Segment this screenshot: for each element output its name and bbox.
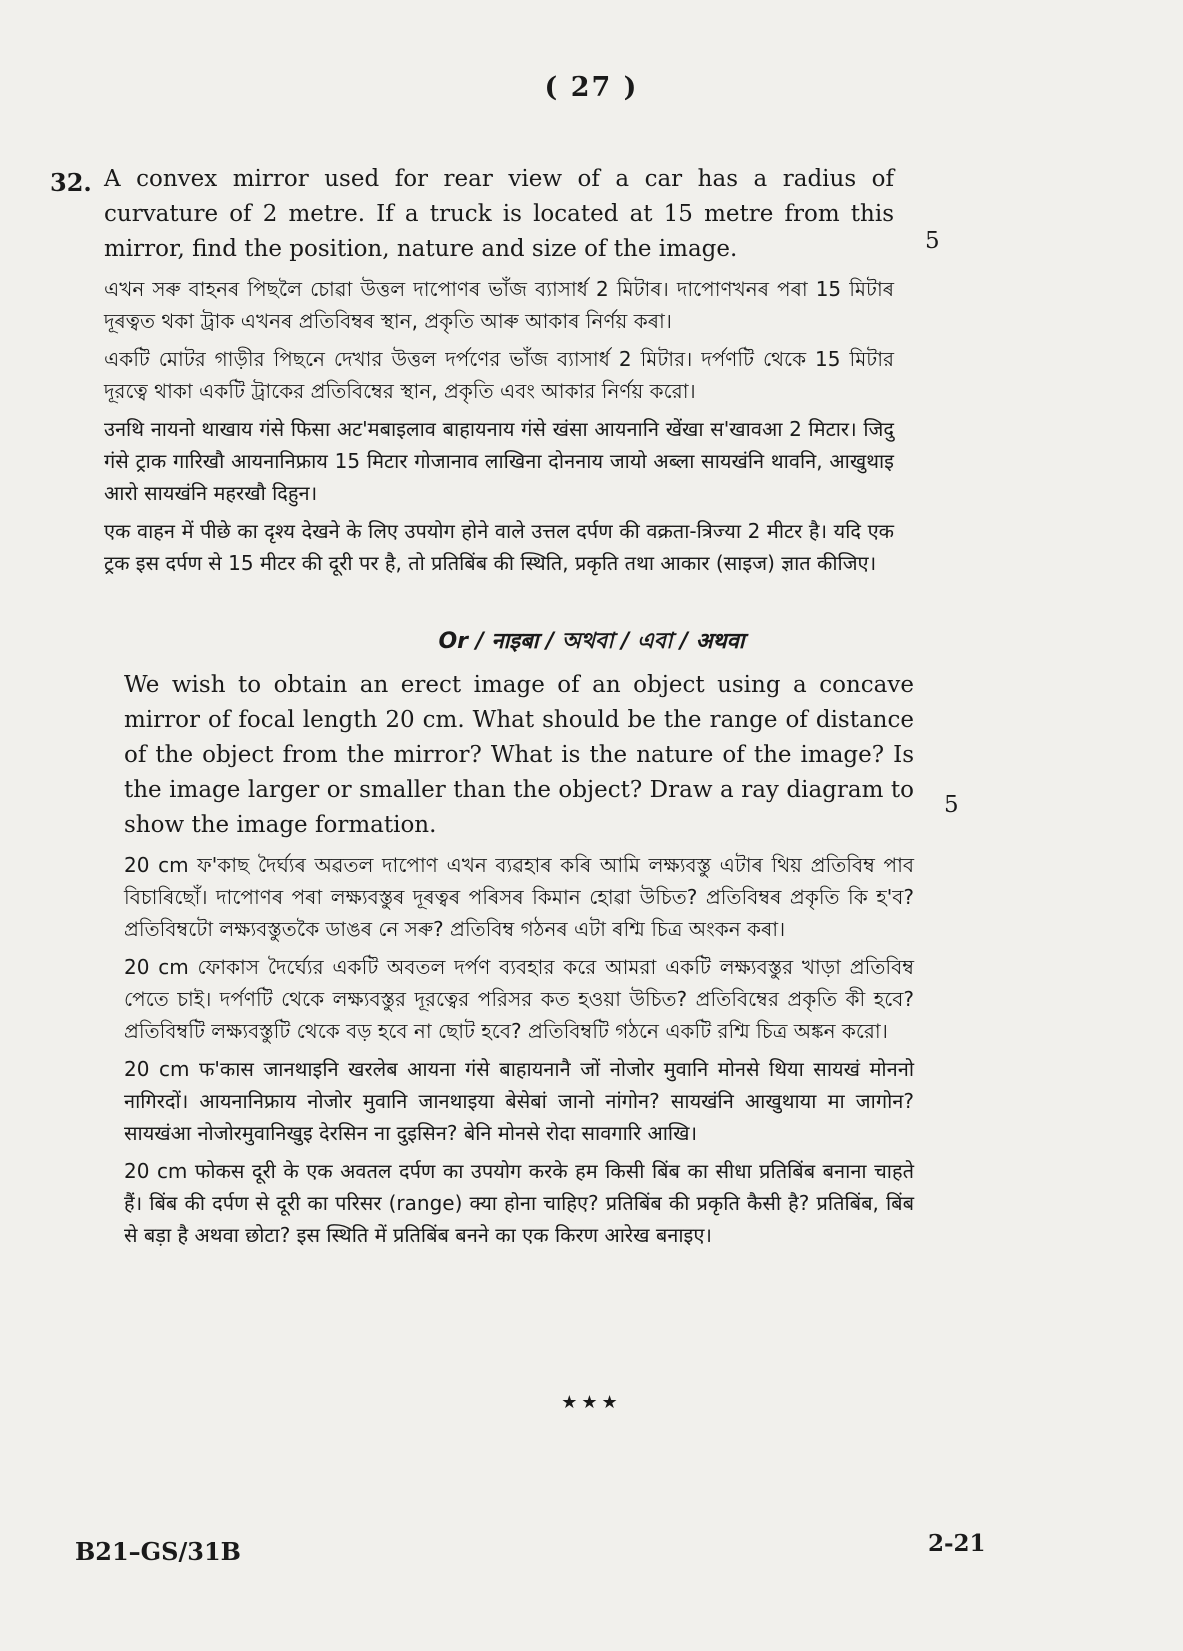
alternative-question (124, 668, 914, 1251)
alternative-hindi: 20 cm फोकस दूरी के एक अवतल दर्पण का उपयोग करके हम किसी बिंब का सीधा प्रतिबिंब बनाना चाहते हैं। बिंब की दर्पण से दूरी का परिसर (range) क्या होना चाहिए? प्रतिबिंब की प्रकृति कैसी है? प्रतिबिंब, बिंब से बड़ा है अथवा छोटा? इस स्थिति में प्रतिबिंब बनने का एक किरण आरेख बनाइए। (124, 1159, 914, 1247)
or-separator: Or / नाइबा / অথবা / এবা / अथवा (438, 629, 745, 654)
question-assamese: এখন সৰু বাহনৰ পিছলৈ চোৱা উত্তল দাপোণৰ ভাঁজ ব্যাসাৰ্ধ 2 মিটাৰ। দাপোণখনৰ পৰা 15 মিটাৰ দূৰত্বত থকা ট্ৰাক এখনৰ প্ৰতিবিম্বৰ স্থান, প্ৰকৃতি আৰু আকাৰ নিৰ্ণয় কৰা। (104, 277, 894, 333)
page-number: ( 27 ) (544, 72, 639, 103)
question-marks: 5 (925, 228, 940, 254)
question-bodo: उनथि नायनो थाखाय गंसे फिसा अट'मबाइलाव बाहायनाय गंसे खंसा आयनानि खेंखा स'खावआ 2 मिटार। जिदु गंसे ट्राक गारिखौ आयनानिफ्राय 15 मिटार गोजानाव लाखिना दोननाय जायो अब्ला सायखंनि थावनि, आखुथाइ आरो सायखंनि महरखौ दिहुन। (104, 417, 894, 505)
question-number: 32. (50, 168, 92, 197)
question-bengali: একটি মোটর গাড়ীর পিছনে দেখার উত্তল দর্পণের ভাঁজ ব্যাসার্ধ 2 মিটার। দর্পণটি থেকে 15 মিটার দূরত্বে থাকা একটি ট্রাকের প্রতিবিম্বের স্থান, প্রকৃতি এবং আকার নির্ণয় করো। (104, 347, 894, 403)
alternative-english: We wish to obtain an erect image of an object using a concave mirror of focal length 20 cm. What should be the range of distance of the object from the mirror? What is the nature of the image? Is the image larger or smaller than the object? Draw a ray diagram to show the image formation. (124, 672, 914, 838)
alternative-marks: 5 (944, 792, 959, 818)
alternative-bengali: 20 cm ফোকাস দৈর্ঘ্যের একটি অবতল দর্পণ ব্যবহার করে আমরা একটি লক্ষ্যবস্তুর খাড়া প্রতিবিম্ব পেতে চাই। দর্পণটি থেকে লক্ষ্যবস্তুর দূরত্বের পরিসর কত হওয়া উচিত? প্রতিবিম্বের প্রকৃতি কী হবে? প্রতিবিম্বটি লক্ষ্যবস্তুটি থেকে বড় হবে না ছোট হবে? প্রতিবিম্বটি গঠনে একটি রশ্মি চিত্র অঙ্কন করো। (124, 955, 914, 1043)
alternative-bodo: 20 cm फ'कास जानथाइनि खरलेब आयना गंसे बाहायनानै जों नोजोर मुवानि मोनसे थिया सायखं मोननो नागिरदों। आयनानिफ्राय नोजोर मुवानि जानथाइया बेसेबां जानो नांगोन? सायखंनि आखुथाया मा जागोन? सायखंआ नोजोरमुवानिखुइ देरसिन ना दुइसिन? बेनि मोनसे रोदा सावगारि आखि। (124, 1057, 914, 1145)
paper-code: B21–GS/31B (75, 1537, 241, 1566)
end-marker: ★★★ (561, 1392, 622, 1413)
question-hindi: एक वाहन में पीछे का दृश्य देखने के लिए उपयोग होने वाले उत्तल दर्पण की वक्रता-त्रिज्या 2 मीटर है। यदि एक ट्रक इस दर्पण से 15 मीटर की दूरी पर है, तो प्रतिबिंब की स्थिति, प्रकृति तथा आकार (साइज) ज्ञात कीजिए। (104, 519, 894, 575)
page-info: 2-21 (928, 1530, 986, 1557)
question-english: A convex mirror used for rear view of a car has a radius of curvature of 2 metre. If a truck is located at 15 metre from this mirror, find the position, nature and size of the image. (104, 166, 894, 262)
alternative-assamese: 20 cm ফ'কাছ দৈৰ্ঘ্যৰ অৱতল দাপোণ এখন ব্যৱহাৰ কৰি আমি লক্ষ্যবস্তু এটাৰ থিয় প্ৰতিবিম্ব পাব বিচাৰিছোঁ। দাপোণৰ পৰা লক্ষ্যবস্তুৰ দূৰত্বৰ পৰিসৰ কিমান হোৱা উচিত? প্ৰতিবিম্বৰ প্ৰকৃতি কি হ'ব? প্ৰতিবিম্বটো লক্ষ্যবস্তুতকৈ ডাঙৰ নে সৰু? প্ৰতিবিম্ব গঠনৰ এটা ৰশ্মি চিত্ৰ অংকন কৰা। (124, 853, 914, 941)
question-32 (104, 162, 894, 579)
